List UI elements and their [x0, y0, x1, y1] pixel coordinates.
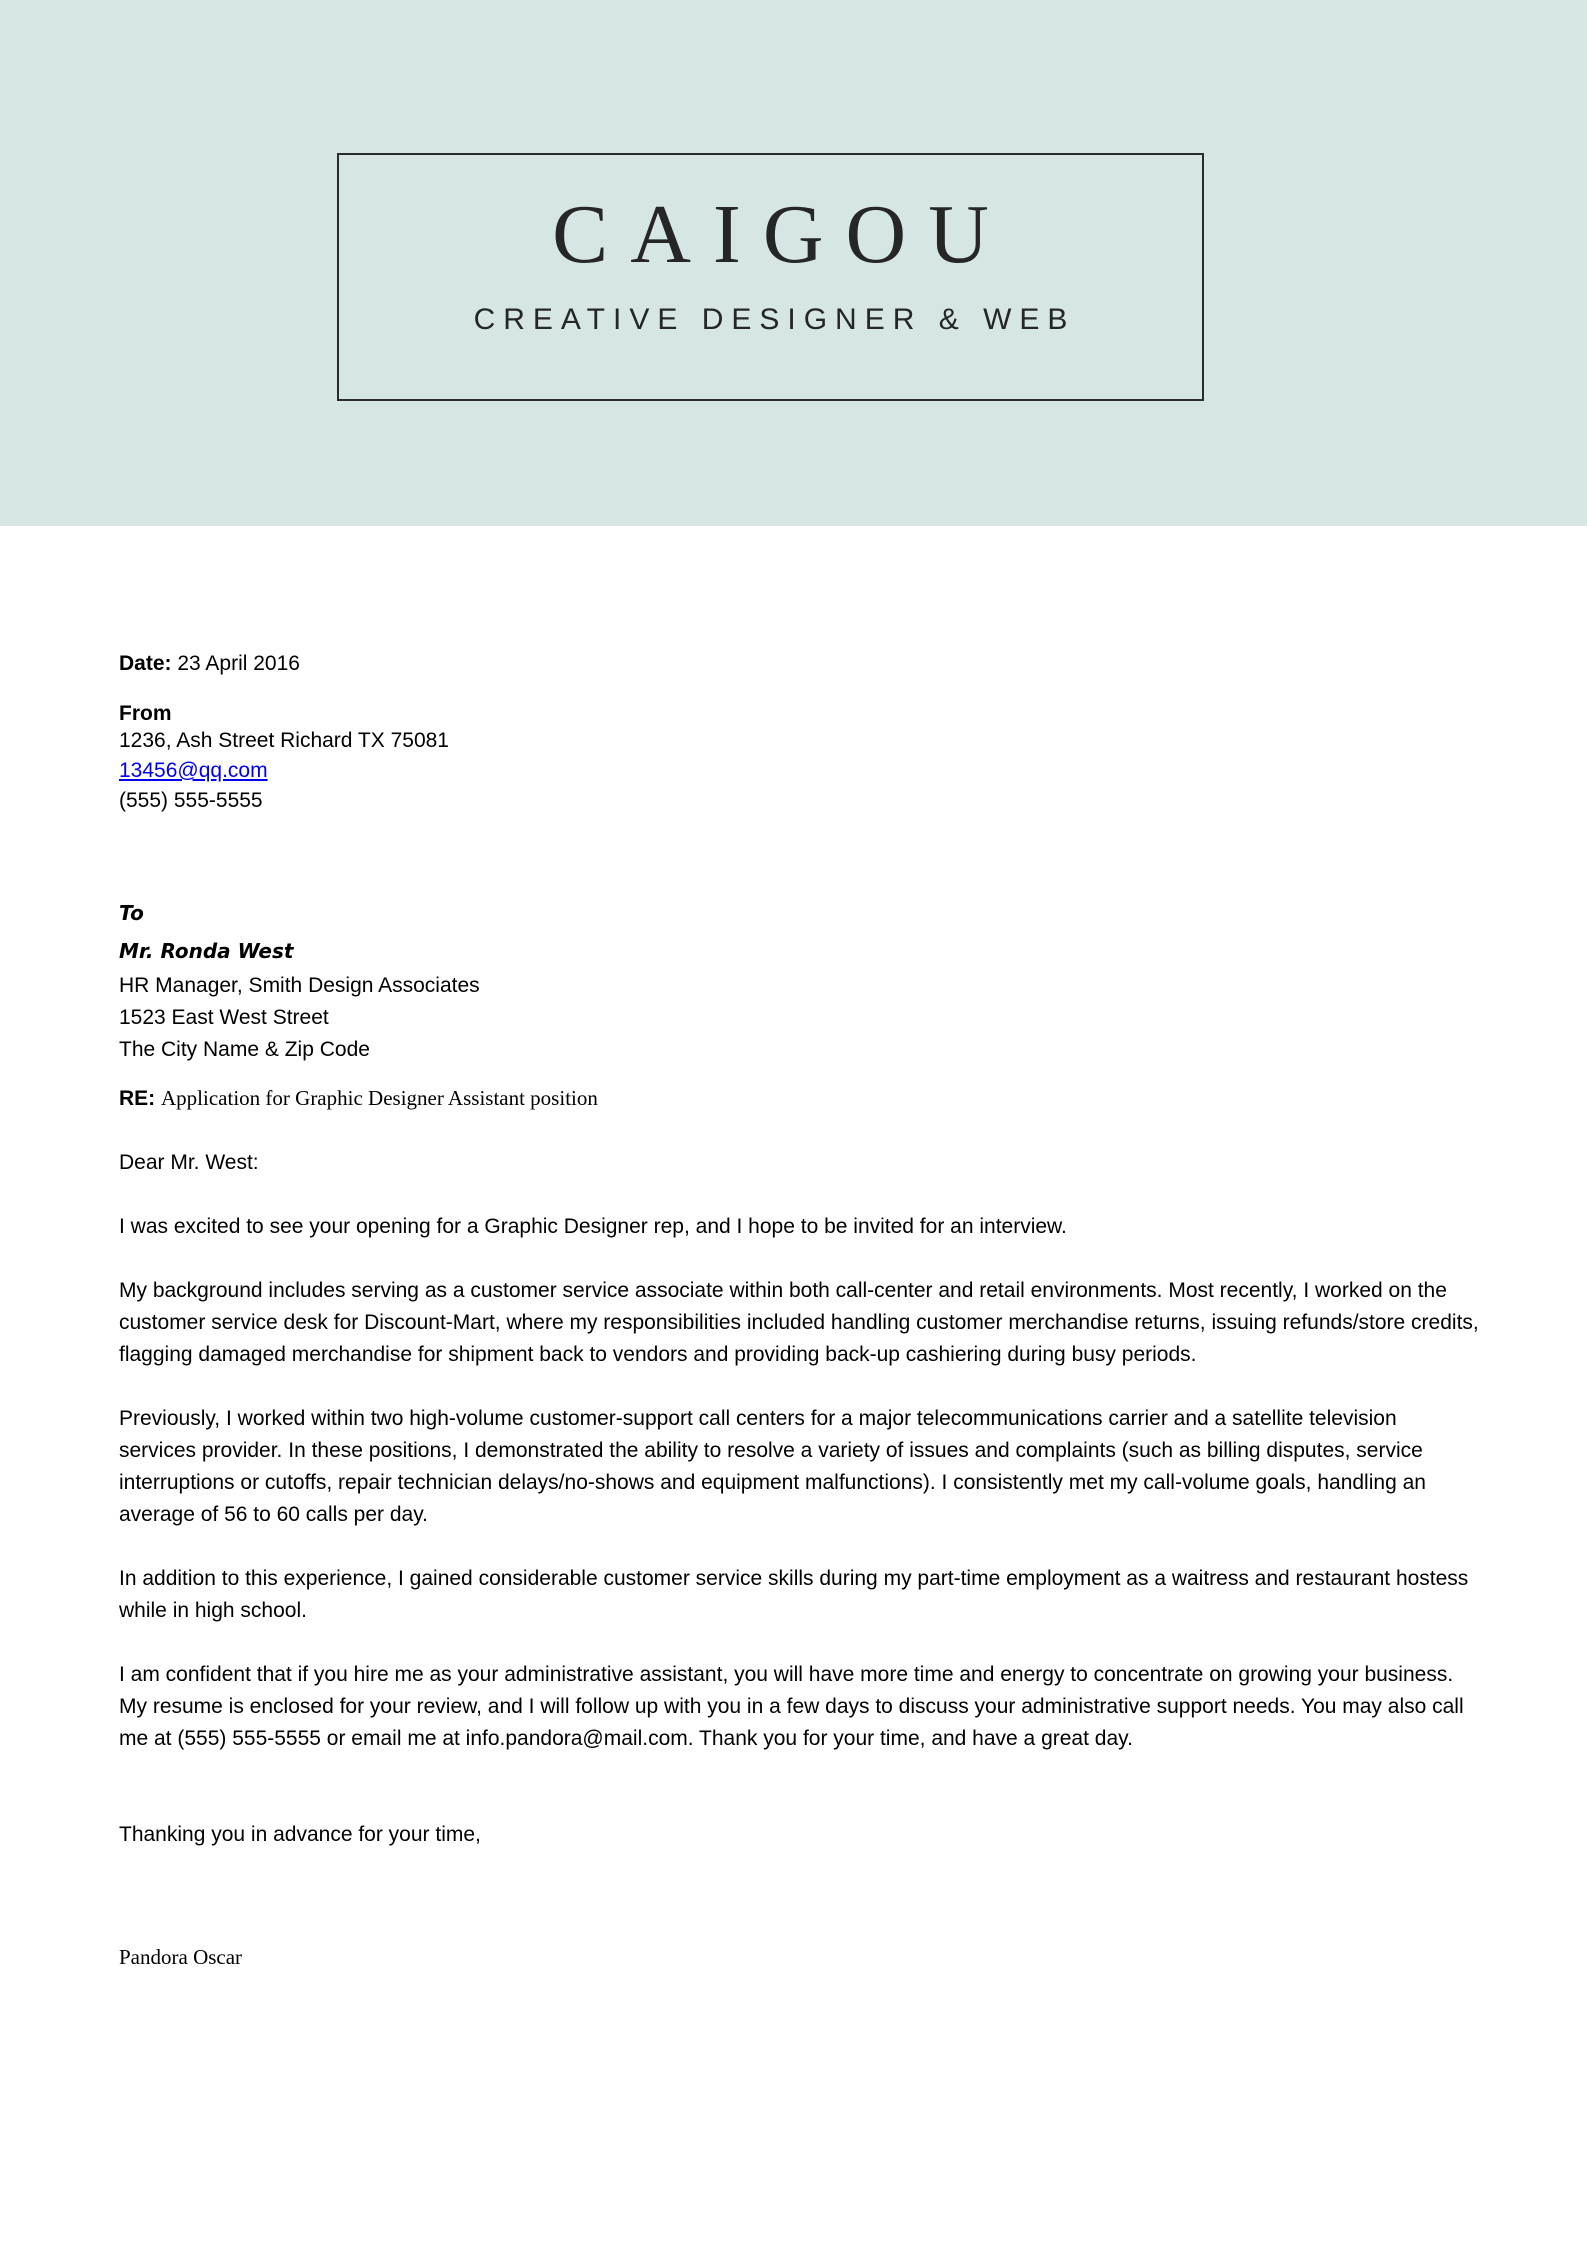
header-band — [0, 0, 1587, 526]
body-paragraph-4: In addition to this experience, I gained considerable customer service skills during my part-time employment as a waitress and restaurant hostess while in high school. — [119, 1567, 1469, 1622]
re-subject: Application for Graphic Designer Assistant position — [161, 1086, 598, 1110]
date-line — [119, 648, 1479, 680]
signature: Pandora Oscar — [119, 1945, 243, 1969]
from-label: From — [119, 702, 172, 725]
salutation: Dear Mr. West: — [119, 1151, 259, 1174]
date-label: Date: — [119, 652, 172, 675]
brand-name: CAIGOU — [552, 188, 1011, 281]
recipient-city: The City Name & Zip Code — [119, 1038, 370, 1061]
body-paragraph-2: My background includes serving as a customer service associate within both call-center and retail environments. Most recently, I worked on the customer service desk for Discount-Mart, where my responsibilities included handling customer merchandise returns, issuing refunds/store credits, flagging damaged merchandise for shipment back to vendors and providing back-up cashiering during busy periods. — [119, 1279, 1479, 1366]
re-label: RE: — [119, 1087, 156, 1110]
to-label: To — [119, 901, 144, 925]
body-paragraph-5: I am confident that if you hire me as your administrative assistant, you will have more time and energy to concentrate on growing your business. My resume is enclosed for your review, and I will follow up with you in a few days to discuss your administrative support needs. You may also call me at (555) 555-5555 or email me at info.pandora@mail.com. Thank you for your time, and have a great day. — [119, 1663, 1464, 1750]
sender-email-line — [119, 756, 1479, 786]
logo-box — [337, 153, 1204, 401]
sender-block — [119, 702, 1479, 816]
sender-address: 1236, Ash Street Richard TX 75081 — [119, 729, 449, 752]
recipient-block — [119, 894, 1479, 1066]
date-value: 23 April 2016 — [177, 652, 300, 675]
brand-tagline: CREATIVE DESIGNER & WEB — [473, 303, 1076, 336]
body-paragraph-1: I was excited to see your opening for a Graphic Designer rep, and I hope to be invited for an interview. — [119, 1215, 1067, 1238]
body-paragraph-3: Previously, I worked within two high-volume customer-support call centers for a major telecommunications carrier and a satellite television services provider. In these positions, I demonstrated the ability to resolve a variety of issues and complaints (such as billing disputes, service interruptions or cutoffs, repair technician delays/no-shows and equipment malfunctions). I consistently met my call-volume goals, handling an average of 56 to 60 calls per day. — [119, 1407, 1426, 1526]
letter-body — [119, 648, 1479, 1973]
recipient-name: Mr. Ronda West — [119, 939, 294, 963]
closing-line: Thanking you in advance for your time, — [119, 1823, 481, 1846]
recipient-street: 1523 East West Street — [119, 1006, 329, 1029]
re-line — [119, 1082, 1479, 1115]
sender-phone: (555) 555-5555 — [119, 789, 263, 812]
recipient-title: HR Manager, Smith Design Associates — [119, 974, 480, 997]
sender-email-link[interactable]: 13456@qq.com — [119, 759, 268, 782]
